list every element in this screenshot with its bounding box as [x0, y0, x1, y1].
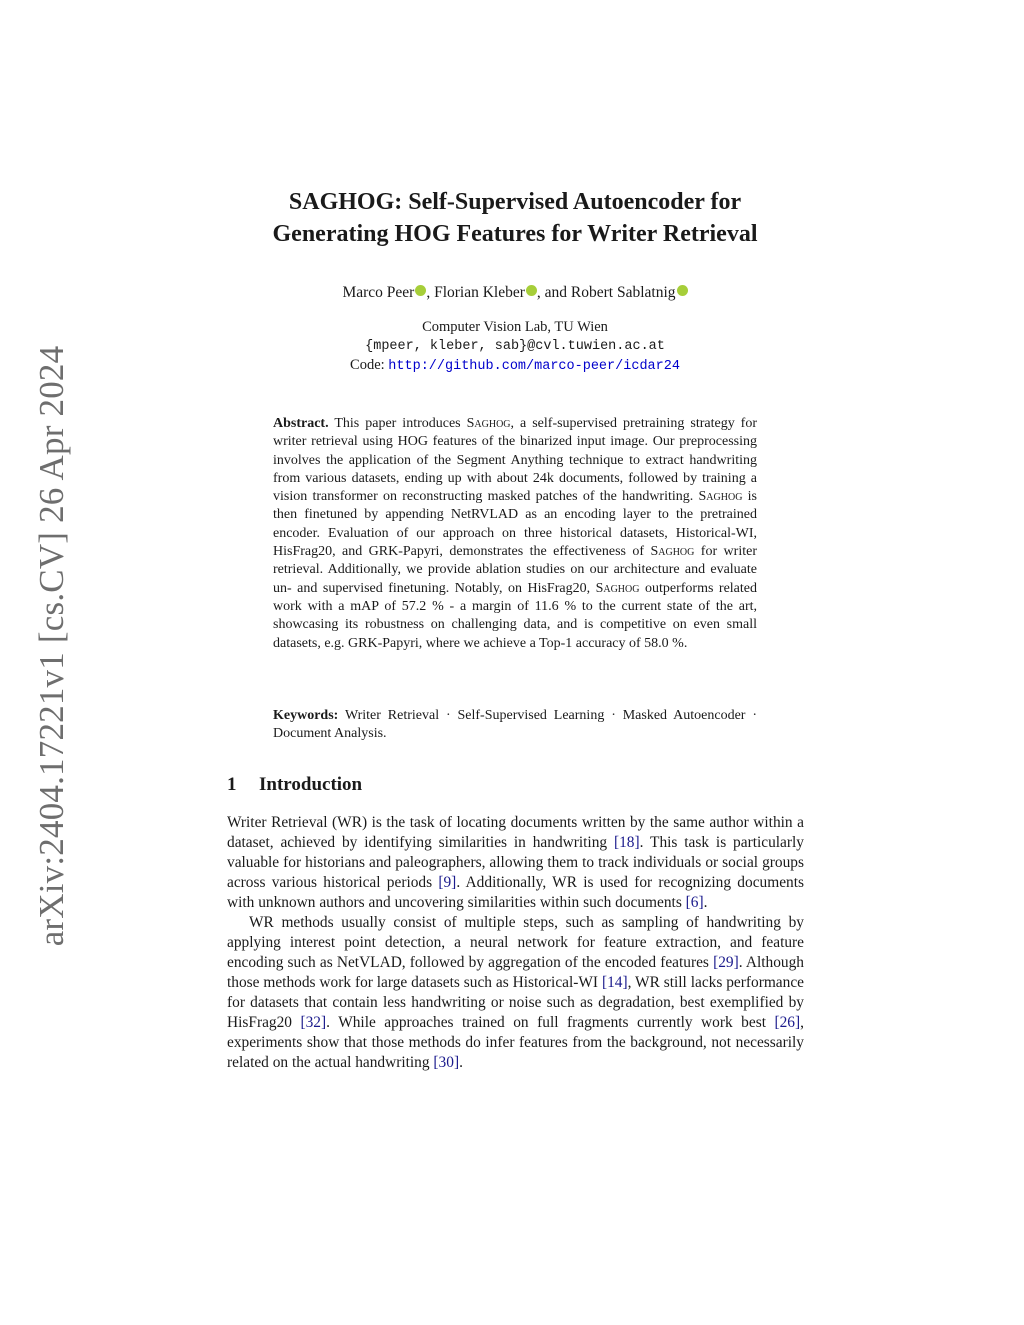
citation-link[interactable]: [26] [774, 1014, 801, 1031]
author-list [160, 283, 870, 303]
citation-link[interactable]: [29] [713, 954, 739, 971]
abstract-text: , a self-supervised pretraining strategy for writer retrieval using HOG features of the binarized input image. Our preprocessing involves the application of the Segment Anything technique to extract handwriting from various datasets, ending up with about 24k documents, followed by training a vision transformer on reconstructing masked patches of the handwriting. [273, 416, 758, 505]
paragraph-text: . Although those methods work for large datasets such as Historical-WI [227, 954, 804, 991]
orcid-icon[interactable] [415, 285, 426, 296]
code-url-link[interactable]: http://github.com/marco-peer/icdar24 [388, 359, 680, 374]
author-emails: {mpeer, kleber, sab}@cvl.tuwien.ac.at [365, 339, 665, 354]
citation-link[interactable]: [18] [613, 834, 640, 851]
section-title: Introduction [259, 774, 363, 795]
orcid-icon[interactable] [677, 285, 688, 296]
method-name: Saghog [698, 489, 743, 505]
paragraph-text: . [703, 894, 708, 911]
citation-link[interactable]: [9] [438, 874, 457, 891]
affiliation-block [160, 318, 870, 376]
method-name: Saghog [466, 416, 511, 431]
orcid-icon[interactable] [526, 285, 537, 296]
author-separator: , [426, 284, 435, 301]
paragraph-text: , WR still lacks performance for datasets that contain less handwriting or noise such as degradation, best exemplified by HisFrag20 [227, 974, 804, 1031]
citation-link[interactable]: [6] [685, 894, 704, 911]
introduction-body [227, 813, 804, 1073]
paragraph-text: WR methods usually consist of multiple steps, such as sampling of handwriting by applying interest point detection, a neural network for feature extraction, and feature encoding such as NetVLAD, followed by aggregation of the encoded features [227, 914, 804, 971]
method-name: Saghog [650, 544, 695, 560]
method-name: Saghog [595, 580, 640, 596]
arxiv-identifier-stamp: arXiv:2404.17221v1 [cs.CV] 26 Apr 2024 [32, 345, 71, 947]
author-name: Marco Peer [342, 284, 415, 301]
abstract-text: for writer retrieval. Additionally, we provide ablation studies on our architecture and evaluate un- and supervised finetuning. Notably, on HisFrag20, [273, 544, 757, 596]
author-name: Florian Kleber [434, 284, 525, 301]
section-heading [227, 772, 362, 798]
abstract [273, 415, 757, 653]
paragraph-text: . This task is particularly valuable for historians and paleographers, allowing them to track individuals or social groups across various historical periods [227, 834, 804, 891]
title-line-1: SAGHOG: Self-Supervised Autoencoder for [288, 189, 742, 215]
abstract-text: This paper introduces [328, 416, 467, 431]
title-line-2: Generating HOG Features for Writer Retrieval [272, 221, 758, 247]
paragraph [227, 913, 804, 1073]
citation-link[interactable]: [30] [433, 1054, 460, 1071]
paper-title [160, 186, 870, 250]
citation-link[interactable]: [32] [300, 1014, 327, 1031]
abstract-text: is then finetuned by appending NetRVLAD as an encoding layer to the pretrained encoder. Evaluation of our approach on three historical datasets, Historical-WI, HisFrag20, and GRK-Papyri, demonstrates the effectiveness of [273, 489, 758, 560]
section-number: 1 [227, 774, 237, 795]
author-separator: , and [536, 284, 571, 301]
paragraph [227, 813, 804, 913]
abstract-label: Abstract. [273, 416, 329, 431]
paragraph-text: . Additionally, WR is used for recognizing documents with unknown authors and uncovering similarities within such documents [227, 874, 804, 911]
affiliation-lab: Computer Vision Lab, TU Wien [422, 319, 608, 335]
paragraph-text: Writer Retrieval (WR) is the task of locating documents written by the same author within a dataset, achieved by identifying similarities in handwriting [227, 814, 804, 851]
paragraph-text: . While approaches trained on full fragments currently work best [326, 1014, 775, 1031]
author-name: Robert Sablatnig [570, 284, 676, 301]
code-label: Code: [350, 357, 389, 373]
keywords-label: Keywords: [273, 708, 339, 723]
paragraph-text: , experiments show that those methods do infer features from the background, not necessarily related on the actual handwriting [227, 1014, 804, 1071]
code-line [160, 356, 870, 376]
citation-link[interactable]: [14] [601, 974, 628, 991]
abstract-text: outperforms related work with a mAP of 57.2 % - a margin of 11.6 % to the current state of the art, showcasing its robustness on challenging data, and is competitive on even small datasets, e.g. GRK-Papyri, where we achieve a Top-1 accuracy of 58.0 %. [273, 580, 757, 651]
keywords-text: Writer Retrieval · Self-Supervised Learning · Masked Autoencoder · Document Analysis. [273, 708, 757, 742]
paragraph-text: . [459, 1054, 463, 1071]
keywords [273, 707, 757, 744]
